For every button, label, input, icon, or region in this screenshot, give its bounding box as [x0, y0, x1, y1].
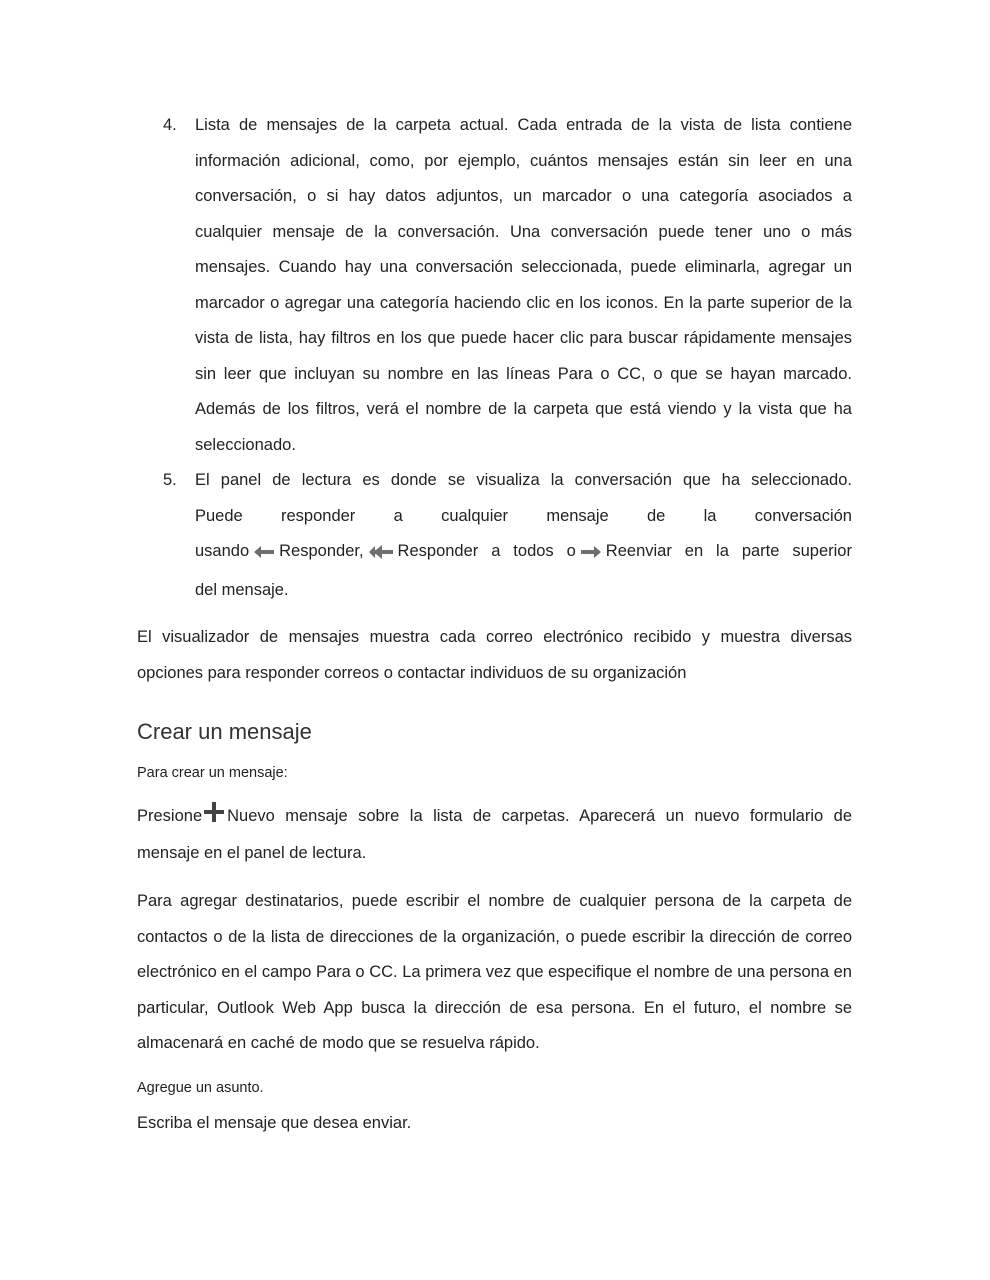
- list-item: [137, 463, 852, 608]
- nuevo-mensaje-paragraph: [137, 799, 852, 871]
- reply-arrow-icon: [253, 537, 275, 573]
- section-heading: Crear un mensaje: [137, 719, 312, 744]
- asunto-step: Agregue un asunto.: [137, 1079, 264, 1096]
- presione-text: Presione: [137, 807, 203, 825]
- list-item: [137, 108, 852, 463]
- list-number: 4.: [163, 116, 177, 134]
- list-number: 5.: [163, 471, 177, 489]
- reply-all-arrow-icon: [368, 537, 394, 573]
- reenviar-text: Reenviar en la parte superior: [605, 542, 852, 560]
- intro-paragraph: El visualizador de mensajes muestra cada correo electrónico recibido y muestra diversas opciones para responder correos o contactar individuos de su organización: [137, 628, 852, 682]
- responder-todos-text: Responder a todos o: [397, 542, 576, 560]
- list-item-line: Puede responder a cualquier mensaje de la conversación: [195, 506, 852, 525]
- document-page: [137, 108, 852, 1141]
- list-item-text: Lista de mensajes de la carpeta actual. Cada entrada de la vista de lista contiene información adicional, como, por ejemplo, cuántos mensajes están sin leer en una conversación, o si hay datos adjuntos, un marcador o una categoría asociados a cualquier mensaje de la conversación. Una conversación puede tener uno o más mensajes. Cuando hay una conversación seleccionada, puede eliminarla, agregar un marcador o agregar una categoría haciendo clic en los iconos. En la parte superior de la vista de lista, hay filtros en los que puede hacer clic para buscar rápidamente mensajes sin leer que incluyan su nombre en las líneas Para o CC, o que se hayan marcado. Además de los filtros, verá el nombre de la carpeta que está viendo y la vista que ha seleccionado.: [195, 116, 852, 454]
- reply-options-line: [195, 534, 852, 573]
- escriba-step: Escriba el mensaje que desea enviar.: [137, 1113, 412, 1132]
- responder-text: Responder,: [279, 542, 364, 560]
- section-lead: Para crear un mensaje:: [137, 765, 288, 781]
- list-item-line: del mensaje.: [195, 580, 289, 599]
- numbered-list: [137, 108, 852, 608]
- nuevo-mensaje-text: Nuevo mensaje sobre la lista de carpetas. Aparecerá un nuevo formulario de mensaje en el panel de lectura.: [137, 807, 852, 862]
- plus-icon: [204, 800, 224, 836]
- list-item-line: El panel de lectura es donde se visualiza la conversación que ha seleccionado.: [195, 471, 852, 489]
- usando-text: usando: [195, 542, 250, 560]
- forward-arrow-icon: [580, 537, 602, 573]
- destinatarios-paragraph: Para agregar destinatarios, puede escribir el nombre de cualquier persona de la carpeta de contactos o de la lista de direcciones de la organización, o puede escribir la dirección de correo electrónico en el campo Para o CC. La primera vez que especifique el nombre de una persona en particular, Outlook Web App busca la dirección de esa persona. En el futuro, el nombre se almacenará en caché de modo que se resuelva rápido.: [137, 892, 852, 1052]
